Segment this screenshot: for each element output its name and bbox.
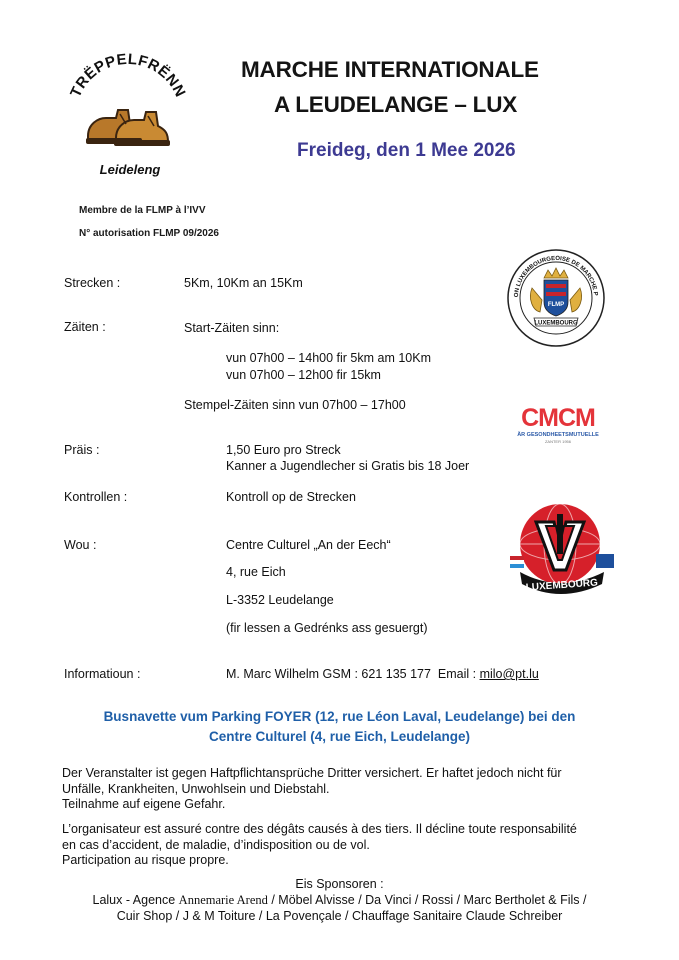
- disclaimer-lu: [62, 766, 662, 813]
- disclaimer-fr-line1: L’organisateur est assuré contre des dégâts causés à des tiers. Il décline toute responsabilité: [62, 822, 577, 836]
- wou-line1: Centre Culturel „An der Eech“: [226, 538, 391, 552]
- disclaimer-lu-line3: Teilnahme auf eigene Gefahr.: [62, 797, 226, 811]
- wou-line4: (fir lessen a Gedrénks ass gesuergt): [226, 621, 428, 635]
- wou-label: Wou :: [64, 538, 97, 552]
- disclaimer-fr: [62, 822, 672, 869]
- membership-line1: Membre de la FLMP à l’IVV: [79, 205, 206, 216]
- stempel-times: Stempel-Zäiten sinn vun 07h00 – 17h00: [184, 398, 406, 412]
- svg-text:TRËPPELFRËNN: [67, 51, 189, 100]
- sponsor-arend: Annemarie Arend: [178, 893, 268, 907]
- info-value: [226, 666, 539, 683]
- busnavette-line1: Busnavette vum Parking FOYER (12, rue Léon Laval, Leudelange) bei den: [103, 709, 576, 724]
- start-line2: vun 07h00 – 12h00 fir 15km: [226, 368, 381, 382]
- sponsors: [0, 876, 679, 924]
- sponsors-line2: Cuir Shop / J & M Toiture / La Povençale / Chauffage Sanitaire Claude Schreiber: [116, 909, 563, 923]
- prais-line2: Kanner a Jugendlecher si Gratis bis 18 Joer: [226, 459, 470, 473]
- sponsors-heading: Eis Sponsoren :: [295, 877, 384, 891]
- cmcm-text: CMCM: [521, 404, 595, 432]
- sponsor-others: / Möbel Alvisse / Da Vinci / Rossi / Marc Bertholet & Fils /: [267, 893, 587, 907]
- club-logo-arc-text: TRËPPELFRËNN: [67, 50, 189, 100]
- wou-line2: 4, rue Eich: [226, 565, 286, 579]
- event-date: Freideg, den 1 Mee 2026: [297, 140, 516, 161]
- shield-icon: [544, 280, 568, 316]
- cmcm-sub-text: ÄR GESONDHEETSMUTUELLE: [517, 432, 599, 438]
- busnavette-line2: Centre Culturel (4, rue Eich, Leudelange): [208, 729, 471, 744]
- prais-line1: 1,50 Euro pro Streck: [226, 443, 341, 457]
- cmcm-logo: [510, 400, 610, 448]
- strecken-label: Strecken :: [64, 276, 121, 290]
- page-title-line2: A LEUDELANGE – LUX: [274, 92, 518, 117]
- cmcm-sub-text2: ZANTER 1956: [544, 439, 572, 444]
- disclaimer-lu-line2: Unfälle, Krankheiten, Unwohlsein und Diebstahl.: [62, 781, 330, 796]
- kontrollen-label: Kontrollen :: [64, 490, 128, 504]
- flmp-shield-text: FLMP: [547, 302, 565, 308]
- ivv-logo: [506, 500, 618, 600]
- boots-icon: [86, 110, 170, 146]
- page-title-line1: MARCHE INTERNATIONALE: [241, 57, 539, 82]
- start-line1: vun 07h00 – 14h00 fir 5km am 10Km: [226, 351, 431, 365]
- membership-line2: N° autorisation FLMP 09/2026: [79, 228, 219, 239]
- sponsors-line1: [0, 892, 679, 908]
- flmp-banner-text: LUXEMBOURG: [534, 320, 578, 327]
- disclaimer-fr-line2: en cas d’accident, de maladie, d’indisposition ou de vol.: [62, 837, 370, 852]
- strecken-value: 5Km, 10Km an 15Km: [184, 276, 303, 290]
- sponsor-lalux: Lalux - Agence: [92, 893, 179, 907]
- club-logo-sub-text: Leideleng: [99, 162, 161, 177]
- info-contact: M. Marc Wilhelm GSM : 621 135 177 Email :: [226, 667, 480, 681]
- email-link[interactable]: milo@pt.lu: [479, 667, 539, 681]
- start-heading: Start-Zäiten sinn:: [184, 321, 280, 335]
- flmp-ring-text: ON LUXEMBOURGEOISE DE MARCHE P: [513, 255, 598, 298]
- wou-line3: L-3352 Leudelange: [226, 593, 334, 607]
- club-logo: [58, 44, 198, 184]
- disclaimer-lu-line1: Der Veranstalter ist gegen Haftpflichtansprüche Dritter versichert. Er haftet jedoch nicht für: [62, 766, 562, 780]
- prais-label: Präis :: [64, 443, 100, 457]
- kontrollen-value: Kontroll op de Strecken: [226, 490, 356, 504]
- ivv-banner-text: LUXEMBOURG: [525, 577, 599, 594]
- disclaimer-fr-line3: Participation au risque propre.: [62, 853, 229, 867]
- zaiten-label: Zäiten :: [64, 320, 106, 334]
- flmp-logo: [506, 248, 606, 348]
- info-label: Informatioun :: [64, 667, 141, 681]
